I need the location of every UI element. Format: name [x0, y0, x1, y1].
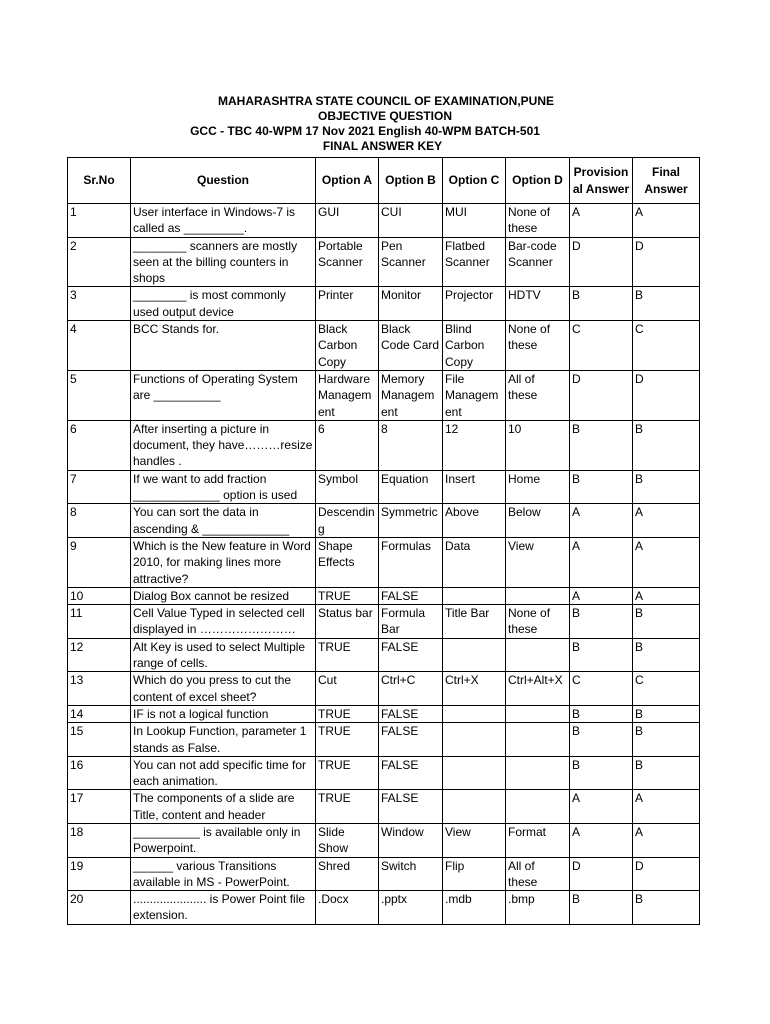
table-row: [68, 237, 700, 287]
cell-provisional-answer: A: [570, 790, 633, 824]
header-question: Question: [131, 158, 316, 204]
cell-question: If we want to add fraction _____________ option is used: [131, 470, 316, 504]
objective-question-title: OBJECTIVE QUESTION: [317, 109, 453, 123]
cell-provisional-answer: B: [570, 638, 633, 672]
cell-provisional-answer: D: [570, 857, 633, 891]
cell-option-c: Blind Carbon Copy: [443, 321, 506, 371]
cell-provisional-answer: B: [570, 605, 633, 639]
cell-option-b: CUI: [379, 204, 443, 238]
cell-option-c: Projector: [443, 287, 506, 321]
header-final-answer: Final Answer: [633, 158, 700, 204]
cell-provisional-answer: B: [570, 420, 633, 470]
cell-option-b: .pptx: [379, 891, 443, 925]
cell-option-b: FALSE: [379, 790, 443, 824]
answer-key-title: FINAL ANSWER KEY: [322, 139, 443, 153]
cell-option-a: Printer: [316, 287, 379, 321]
cell-final-answer: B: [633, 705, 700, 722]
cell-option-a: TRUE: [316, 790, 379, 824]
cell-option-a: Black Carbon Copy: [316, 321, 379, 371]
cell-option-a: Shred: [316, 857, 379, 891]
cell-provisional-answer: A: [570, 537, 633, 587]
table-row: [68, 537, 700, 587]
cell-sr-no: 18: [68, 823, 131, 857]
cell-sr-no: 15: [68, 723, 131, 757]
table-row: [68, 287, 700, 321]
cell-final-answer: A: [633, 204, 700, 238]
cell-option-a: TRUE: [316, 756, 379, 790]
cell-option-c: [443, 638, 506, 672]
cell-provisional-answer: C: [570, 672, 633, 706]
cell-final-answer: B: [633, 287, 700, 321]
cell-sr-no: 7: [68, 470, 131, 504]
cell-final-answer: C: [633, 321, 700, 371]
table-row: [68, 672, 700, 706]
cell-provisional-answer: A: [570, 504, 633, 538]
header-option-d: Option D: [506, 158, 570, 204]
header-srno: Sr.No: [68, 158, 131, 204]
cell-option-b: Equation: [379, 470, 443, 504]
cell-question: Which do you press to cut the content of excel sheet?: [131, 672, 316, 706]
cell-option-c: 12: [443, 420, 506, 470]
cell-sr-no: 19: [68, 857, 131, 891]
cell-option-b: Switch: [379, 857, 443, 891]
exam-subtitle: GCC - TBC 40-WPM 17 Nov 2021 English 40-WPM BATCH-501: [190, 124, 540, 138]
cell-question: Alt Key is used to select Multiple range of cells.: [131, 638, 316, 672]
cell-option-b: Formula Bar: [379, 605, 443, 639]
cell-option-d: [506, 756, 570, 790]
cell-final-answer: A: [633, 790, 700, 824]
cell-option-c: Above: [443, 504, 506, 538]
cell-sr-no: 3: [68, 287, 131, 321]
header-option-c: Option C: [443, 158, 506, 204]
cell-sr-no: 14: [68, 705, 131, 722]
cell-option-a: TRUE: [316, 587, 379, 604]
cell-option-b: FALSE: [379, 756, 443, 790]
cell-option-a: Portable Scanner: [316, 237, 379, 287]
cell-sr-no: 6: [68, 420, 131, 470]
council-title: MAHARASHTRA STATE COUNCIL OF EXAMINATION,PUNE: [218, 94, 554, 108]
cell-option-b: Ctrl+C: [379, 672, 443, 706]
answer-key-table: [67, 157, 700, 925]
table-row: [68, 823, 700, 857]
cell-option-d: None of these: [506, 204, 570, 238]
cell-question: In Lookup Function, parameter 1 stands as False.: [131, 723, 316, 757]
cell-provisional-answer: A: [570, 204, 633, 238]
cell-question: BCC Stands for.: [131, 321, 316, 371]
cell-question: You can sort the data in ascending & _____________: [131, 504, 316, 538]
cell-option-d: .bmp: [506, 891, 570, 925]
cell-option-d: None of these: [506, 605, 570, 639]
table-row: [68, 470, 700, 504]
header-provisional-answer: Provisional Answer: [570, 158, 633, 204]
cell-provisional-answer: B: [570, 891, 633, 925]
cell-sr-no: 8: [68, 504, 131, 538]
cell-provisional-answer: B: [570, 287, 633, 321]
table-row: [68, 705, 700, 722]
cell-sr-no: 16: [68, 756, 131, 790]
cell-option-b: Formulas: [379, 537, 443, 587]
cell-option-b: Symmetric: [379, 504, 443, 538]
cell-option-d: Home: [506, 470, 570, 504]
cell-option-b: FALSE: [379, 705, 443, 722]
cell-option-c: View: [443, 823, 506, 857]
cell-option-a: Status bar: [316, 605, 379, 639]
cell-provisional-answer: B: [570, 756, 633, 790]
cell-provisional-answer: A: [570, 823, 633, 857]
cell-option-d: 10: [506, 420, 570, 470]
cell-final-answer: A: [633, 537, 700, 587]
cell-option-a: Symbol: [316, 470, 379, 504]
cell-final-answer: B: [633, 891, 700, 925]
cell-final-answer: D: [633, 237, 700, 287]
cell-sr-no: 4: [68, 321, 131, 371]
cell-question: Functions of Operating System are __________: [131, 370, 316, 420]
cell-option-d: Ctrl+Alt+X: [506, 672, 570, 706]
cell-question: ______ various Transitions available in MS - PowerPoint.: [131, 857, 316, 891]
cell-option-a: 6: [316, 420, 379, 470]
cell-sr-no: 12: [68, 638, 131, 672]
cell-option-c: Flip: [443, 857, 506, 891]
cell-question: ________ scanners are mostly seen at the billing counters in shops: [131, 237, 316, 287]
cell-provisional-answer: C: [570, 321, 633, 371]
cell-final-answer: B: [633, 756, 700, 790]
table-row: [68, 638, 700, 672]
answer-rows: [68, 204, 700, 925]
cell-final-answer: B: [633, 638, 700, 672]
document-header: [0, 94, 770, 154]
header-option-b: Option B: [379, 158, 443, 204]
cell-option-c: [443, 790, 506, 824]
cell-option-b: Window: [379, 823, 443, 857]
cell-option-d: None of these: [506, 321, 570, 371]
cell-option-a: Hardware Management: [316, 370, 379, 420]
cell-option-d: [506, 587, 570, 604]
cell-option-d: All of these: [506, 370, 570, 420]
header-option-a: Option A: [316, 158, 379, 204]
cell-option-a: GUI: [316, 204, 379, 238]
cell-option-b: FALSE: [379, 638, 443, 672]
table-row: [68, 857, 700, 891]
cell-option-d: Below: [506, 504, 570, 538]
table-row: [68, 605, 700, 639]
cell-option-d: HDTV: [506, 287, 570, 321]
cell-final-answer: A: [633, 823, 700, 857]
cell-option-b: Monitor: [379, 287, 443, 321]
cell-final-answer: D: [633, 370, 700, 420]
cell-option-b: Memory Management: [379, 370, 443, 420]
cell-option-c: Data: [443, 537, 506, 587]
table-row: [68, 723, 700, 757]
cell-provisional-answer: D: [570, 237, 633, 287]
cell-option-c: [443, 705, 506, 722]
cell-question: The components of a slide are Title, content and header: [131, 790, 316, 824]
cell-option-d: Format: [506, 823, 570, 857]
cell-option-d: [506, 638, 570, 672]
table-row: [68, 204, 700, 238]
table-row: [68, 321, 700, 371]
cell-question: After inserting a picture in document, they have………resize handles .: [131, 420, 316, 470]
cell-question: You can not add specific time for each animation.: [131, 756, 316, 790]
cell-option-d: [506, 723, 570, 757]
cell-option-d: [506, 705, 570, 722]
cell-final-answer: A: [633, 587, 700, 604]
cell-provisional-answer: D: [570, 370, 633, 420]
cell-question: __________ is available only in Powerpoint.: [131, 823, 316, 857]
cell-sr-no: 5: [68, 370, 131, 420]
cell-option-c: File Management: [443, 370, 506, 420]
table-row: [68, 790, 700, 824]
cell-option-b: FALSE: [379, 723, 443, 757]
cell-option-c: .mdb: [443, 891, 506, 925]
cell-final-answer: B: [633, 605, 700, 639]
cell-option-c: Title Bar: [443, 605, 506, 639]
cell-option-c: [443, 756, 506, 790]
cell-final-answer: C: [633, 672, 700, 706]
cell-option-c: [443, 587, 506, 604]
cell-provisional-answer: B: [570, 705, 633, 722]
cell-sr-no: 9: [68, 537, 131, 587]
table-row: [68, 587, 700, 604]
cell-option-a: Shape Effects: [316, 537, 379, 587]
cell-option-c: Ctrl+X: [443, 672, 506, 706]
cell-sr-no: 13: [68, 672, 131, 706]
cell-option-c: Flatbed Scanner: [443, 237, 506, 287]
cell-option-a: Cut: [316, 672, 379, 706]
cell-question: ...................... is Power Point file extension.: [131, 891, 316, 925]
cell-option-b: Black Code Card: [379, 321, 443, 371]
cell-final-answer: B: [633, 420, 700, 470]
cell-option-c: [443, 723, 506, 757]
cell-sr-no: 1: [68, 204, 131, 238]
cell-provisional-answer: A: [570, 587, 633, 604]
cell-final-answer: B: [633, 723, 700, 757]
cell-sr-no: 17: [68, 790, 131, 824]
cell-option-d: All of these: [506, 857, 570, 891]
cell-option-a: .Docx: [316, 891, 379, 925]
cell-option-d: [506, 790, 570, 824]
cell-option-b: Pen Scanner: [379, 237, 443, 287]
cell-provisional-answer: B: [570, 723, 633, 757]
cell-final-answer: B: [633, 470, 700, 504]
cell-option-d: View: [506, 537, 570, 587]
cell-sr-no: 20: [68, 891, 131, 925]
cell-provisional-answer: B: [570, 470, 633, 504]
cell-option-c: Insert: [443, 470, 506, 504]
table-row: [68, 504, 700, 538]
cell-option-b: FALSE: [379, 587, 443, 604]
cell-question: Which is the New feature in Word 2010, for making lines more attractive?: [131, 537, 316, 587]
table-row: [68, 420, 700, 470]
cell-final-answer: A: [633, 504, 700, 538]
cell-option-a: Descending: [316, 504, 379, 538]
cell-option-d: Bar-code Scanner: [506, 237, 570, 287]
cell-sr-no: 2: [68, 237, 131, 287]
cell-option-c: MUI: [443, 204, 506, 238]
cell-option-a: TRUE: [316, 723, 379, 757]
table-row: [68, 756, 700, 790]
table-header-row: [68, 158, 700, 204]
table-row: [68, 891, 700, 925]
cell-question: IF is not a logical function: [131, 705, 316, 722]
cell-option-a: TRUE: [316, 705, 379, 722]
cell-question: Cell Value Typed in selected cell displayed in ……………………: [131, 605, 316, 639]
table-row: [68, 370, 700, 420]
cell-question: Dialog Box cannot be resized: [131, 587, 316, 604]
cell-sr-no: 11: [68, 605, 131, 639]
cell-option-b: 8: [379, 420, 443, 470]
cell-final-answer: D: [633, 857, 700, 891]
cell-question: User interface in Windows-7 is called as _________.: [131, 204, 316, 238]
cell-question: ________ is most commonly used output device: [131, 287, 316, 321]
cell-option-a: Slide Show: [316, 823, 379, 857]
cell-option-a: TRUE: [316, 638, 379, 672]
cell-sr-no: 10: [68, 587, 131, 604]
